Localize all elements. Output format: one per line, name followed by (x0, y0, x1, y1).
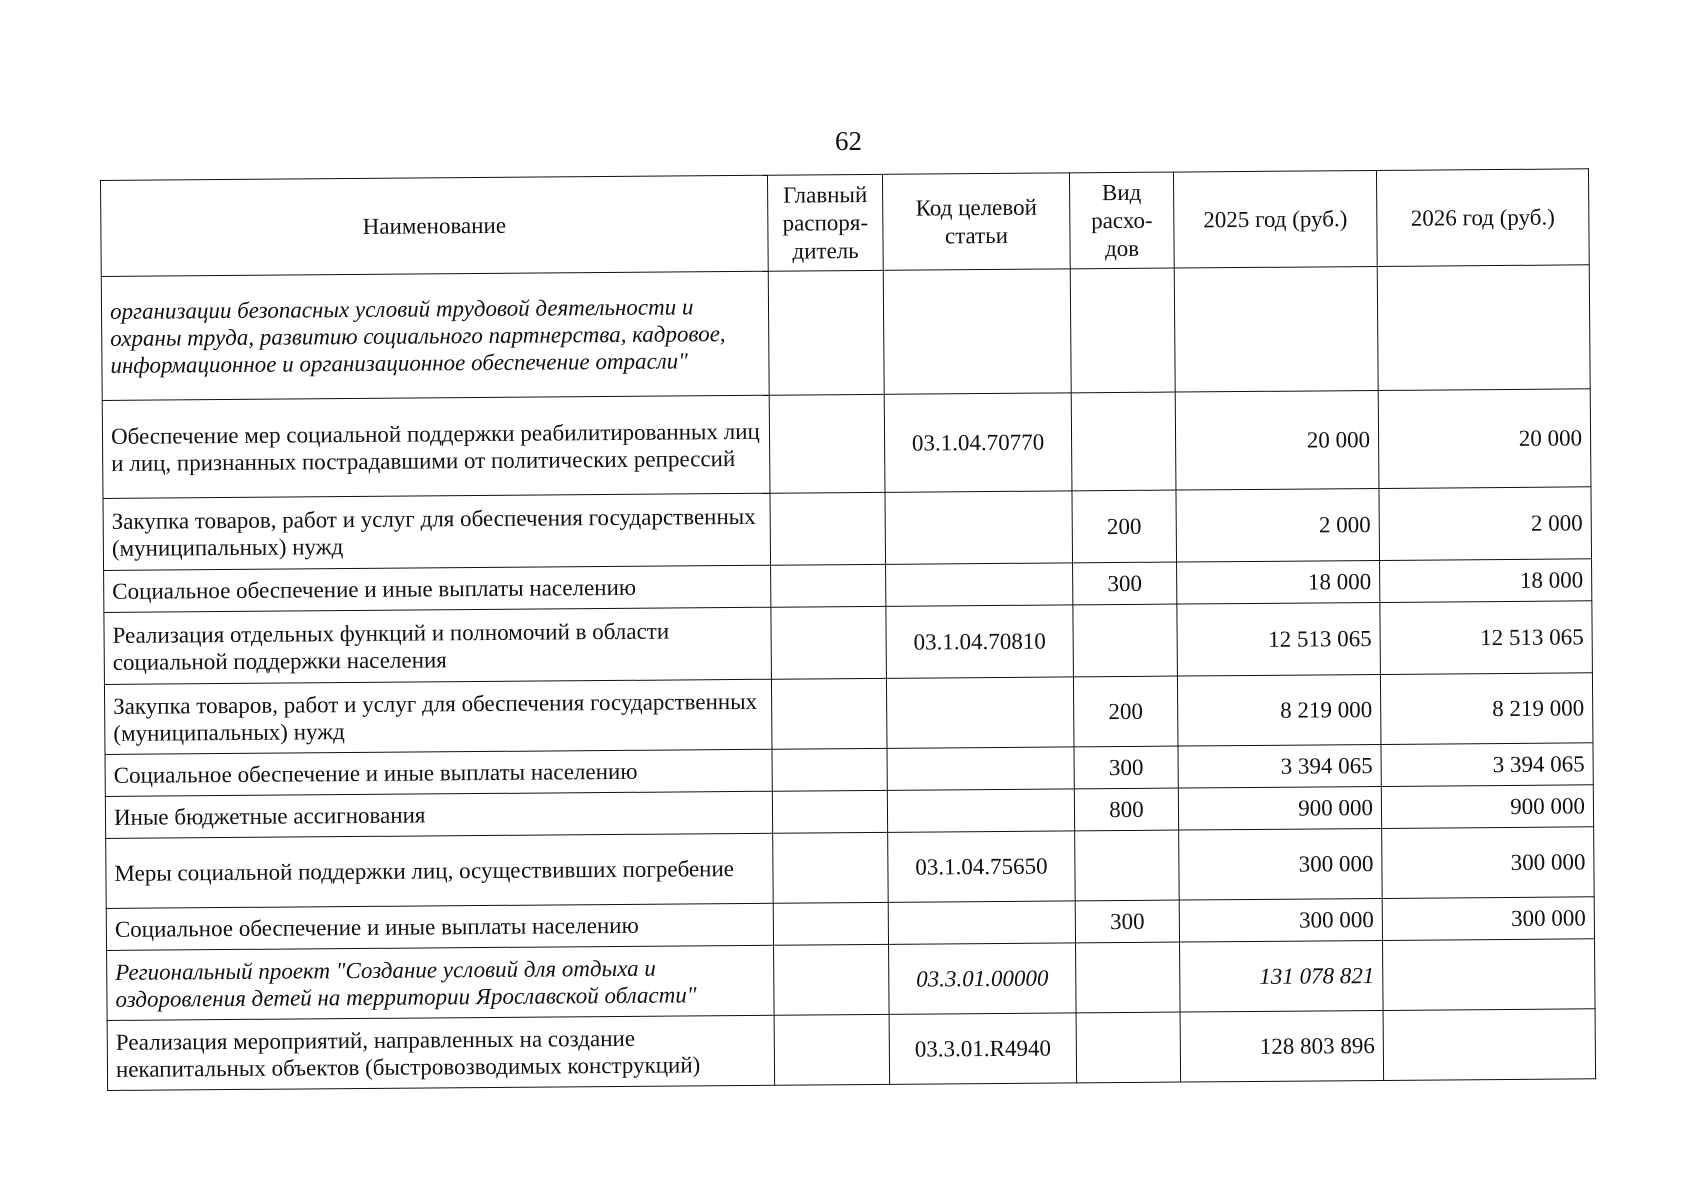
table-row (104, 673, 1593, 755)
row-expense-type: 300 (1073, 562, 1177, 605)
header-name: Наименование (101, 175, 769, 276)
header-expense-type: Вид расхо-дов (1069, 172, 1174, 269)
row-main-manager (773, 902, 888, 945)
header-main-manager: Главный распоря-дитель (767, 174, 883, 271)
row-expense-type: 300 (1074, 746, 1178, 789)
row-target-code: 03.1.04.70810 (886, 605, 1074, 678)
row-amount-2026: 8 219 000 (1380, 673, 1593, 745)
row-expense-type: 800 (1074, 788, 1178, 831)
table-row (104, 601, 1593, 685)
budget-table (100, 168, 1596, 1091)
row-name: Социальное обеспечение и иные выплаты населению (104, 565, 771, 612)
row-target-code (888, 901, 1075, 944)
row-target-code (885, 491, 1073, 564)
row-amount-2026: 18 000 (1380, 559, 1592, 603)
row-expense-type (1076, 1012, 1181, 1083)
row-amount-2025: 8 219 000 (1177, 674, 1381, 746)
row-amount-2025: 900 000 (1178, 786, 1381, 830)
table-row (101, 265, 1590, 401)
row-main-manager (768, 270, 884, 395)
row-name: Закупка товаров, работ и услуг для обеспечения государственных (муниципальных) нужд (103, 493, 771, 570)
row-main-manager (769, 394, 885, 493)
row-amount-2025: 300 000 (1179, 898, 1382, 942)
row-main-manager (774, 1014, 890, 1085)
row-target-code: 03.3.01.00000 (889, 943, 1077, 1014)
row-main-manager (774, 944, 890, 1015)
row-name: Реализация мероприятий, направленных на создание некапитальных объектов (быстровозводимых конструкций) (107, 1015, 775, 1090)
row-amount-2026: 300 000 (1382, 827, 1595, 899)
header-year-2025: 2025 год (руб.) (1173, 170, 1377, 268)
row-target-code (886, 677, 1074, 748)
row-expense-type: 200 (1073, 676, 1178, 747)
row-main-manager (772, 790, 887, 833)
row-name: Закупка товаров, работ и услуг для обеспечения государственных (муниципальных) нужд (104, 679, 772, 754)
table-header-row (101, 169, 1590, 277)
row-amount-2025 (1174, 266, 1378, 392)
row-expense-type (1073, 604, 1178, 677)
table-row (107, 939, 1596, 1021)
row-amount-2025: 131 078 821 (1180, 940, 1384, 1012)
row-amount-2025: 12 513 065 (1177, 602, 1381, 676)
row-amount-2026 (1383, 939, 1596, 1011)
row-name: Социальное обеспечение и иные выплаты населению (105, 749, 772, 796)
row-main-manager (773, 832, 889, 903)
row-target-code (887, 789, 1074, 832)
row-amount-2026: 900 000 (1381, 785, 1593, 829)
row-name: Социальное обеспечение и иные выплаты населению (106, 903, 773, 950)
header-target-code: Код целевой статьи (882, 173, 1070, 270)
row-main-manager (772, 748, 887, 791)
row-name: организации безопасных условий трудовой деятельности и охраны труда, развитию социального партнерства, кадровое, информационное и организационное обеспечение отрасли" (101, 271, 769, 400)
row-expense-type (1076, 942, 1181, 1013)
row-expense-type (1075, 830, 1180, 901)
row-amount-2026 (1383, 1009, 1596, 1081)
row-amount-2026: 20 000 (1378, 389, 1591, 489)
row-amount-2025: 2 000 (1176, 488, 1380, 562)
row-main-manager (771, 606, 887, 679)
row-amount-2025: 300 000 (1179, 828, 1383, 900)
row-amount-2025: 18 000 (1177, 560, 1380, 604)
row-target-code (883, 269, 1071, 394)
row-expense-type: 300 (1075, 900, 1179, 943)
table-row (103, 487, 1592, 571)
row-name: Обеспечение мер социальной поддержки реабилитированных лиц и лиц, признанных пострадавшими от политических репрессий (102, 395, 770, 498)
table-row (107, 1009, 1596, 1091)
row-amount-2025: 128 803 896 (1180, 1010, 1384, 1082)
row-expense-type: 200 (1072, 490, 1177, 563)
row-name: Реализация отдельных функций и полномочий в области социальной поддержки населения (104, 607, 772, 684)
table-row (106, 827, 1595, 909)
row-amount-2026: 3 394 065 (1381, 743, 1593, 787)
row-target-code: 03.3.01.R4940 (889, 1013, 1077, 1084)
row-target-code: 03.1.04.70770 (884, 393, 1072, 492)
row-amount-2026: 300 000 (1382, 897, 1594, 941)
row-target-code (887, 747, 1074, 790)
row-amount-2026: 12 513 065 (1380, 601, 1593, 675)
row-amount-2026 (1377, 265, 1590, 391)
page-number: 62 (835, 126, 862, 156)
row-expense-type (1070, 268, 1175, 393)
row-amount-2025: 20 000 (1175, 390, 1379, 490)
row-amount-2026: 2 000 (1379, 487, 1592, 561)
row-target-code (886, 563, 1073, 606)
row-main-manager (771, 678, 887, 749)
row-amount-2025: 3 394 065 (1178, 744, 1381, 788)
table-row (102, 389, 1591, 499)
header-year-2026: 2026 год (руб.) (1376, 169, 1589, 267)
row-main-manager (771, 564, 886, 607)
row-name: Меры социальной поддержки лиц, осуществивших погребение (106, 833, 774, 908)
row-main-manager (770, 492, 886, 565)
row-name: Региональный проект "Создание условий для отдыха и оздоровления детей на территории Ярославской области" (107, 945, 775, 1020)
row-name: Иные бюджетные ассигнования (105, 791, 772, 838)
row-expense-type (1071, 392, 1176, 491)
row-target-code: 03.1.04.75650 (888, 831, 1076, 902)
